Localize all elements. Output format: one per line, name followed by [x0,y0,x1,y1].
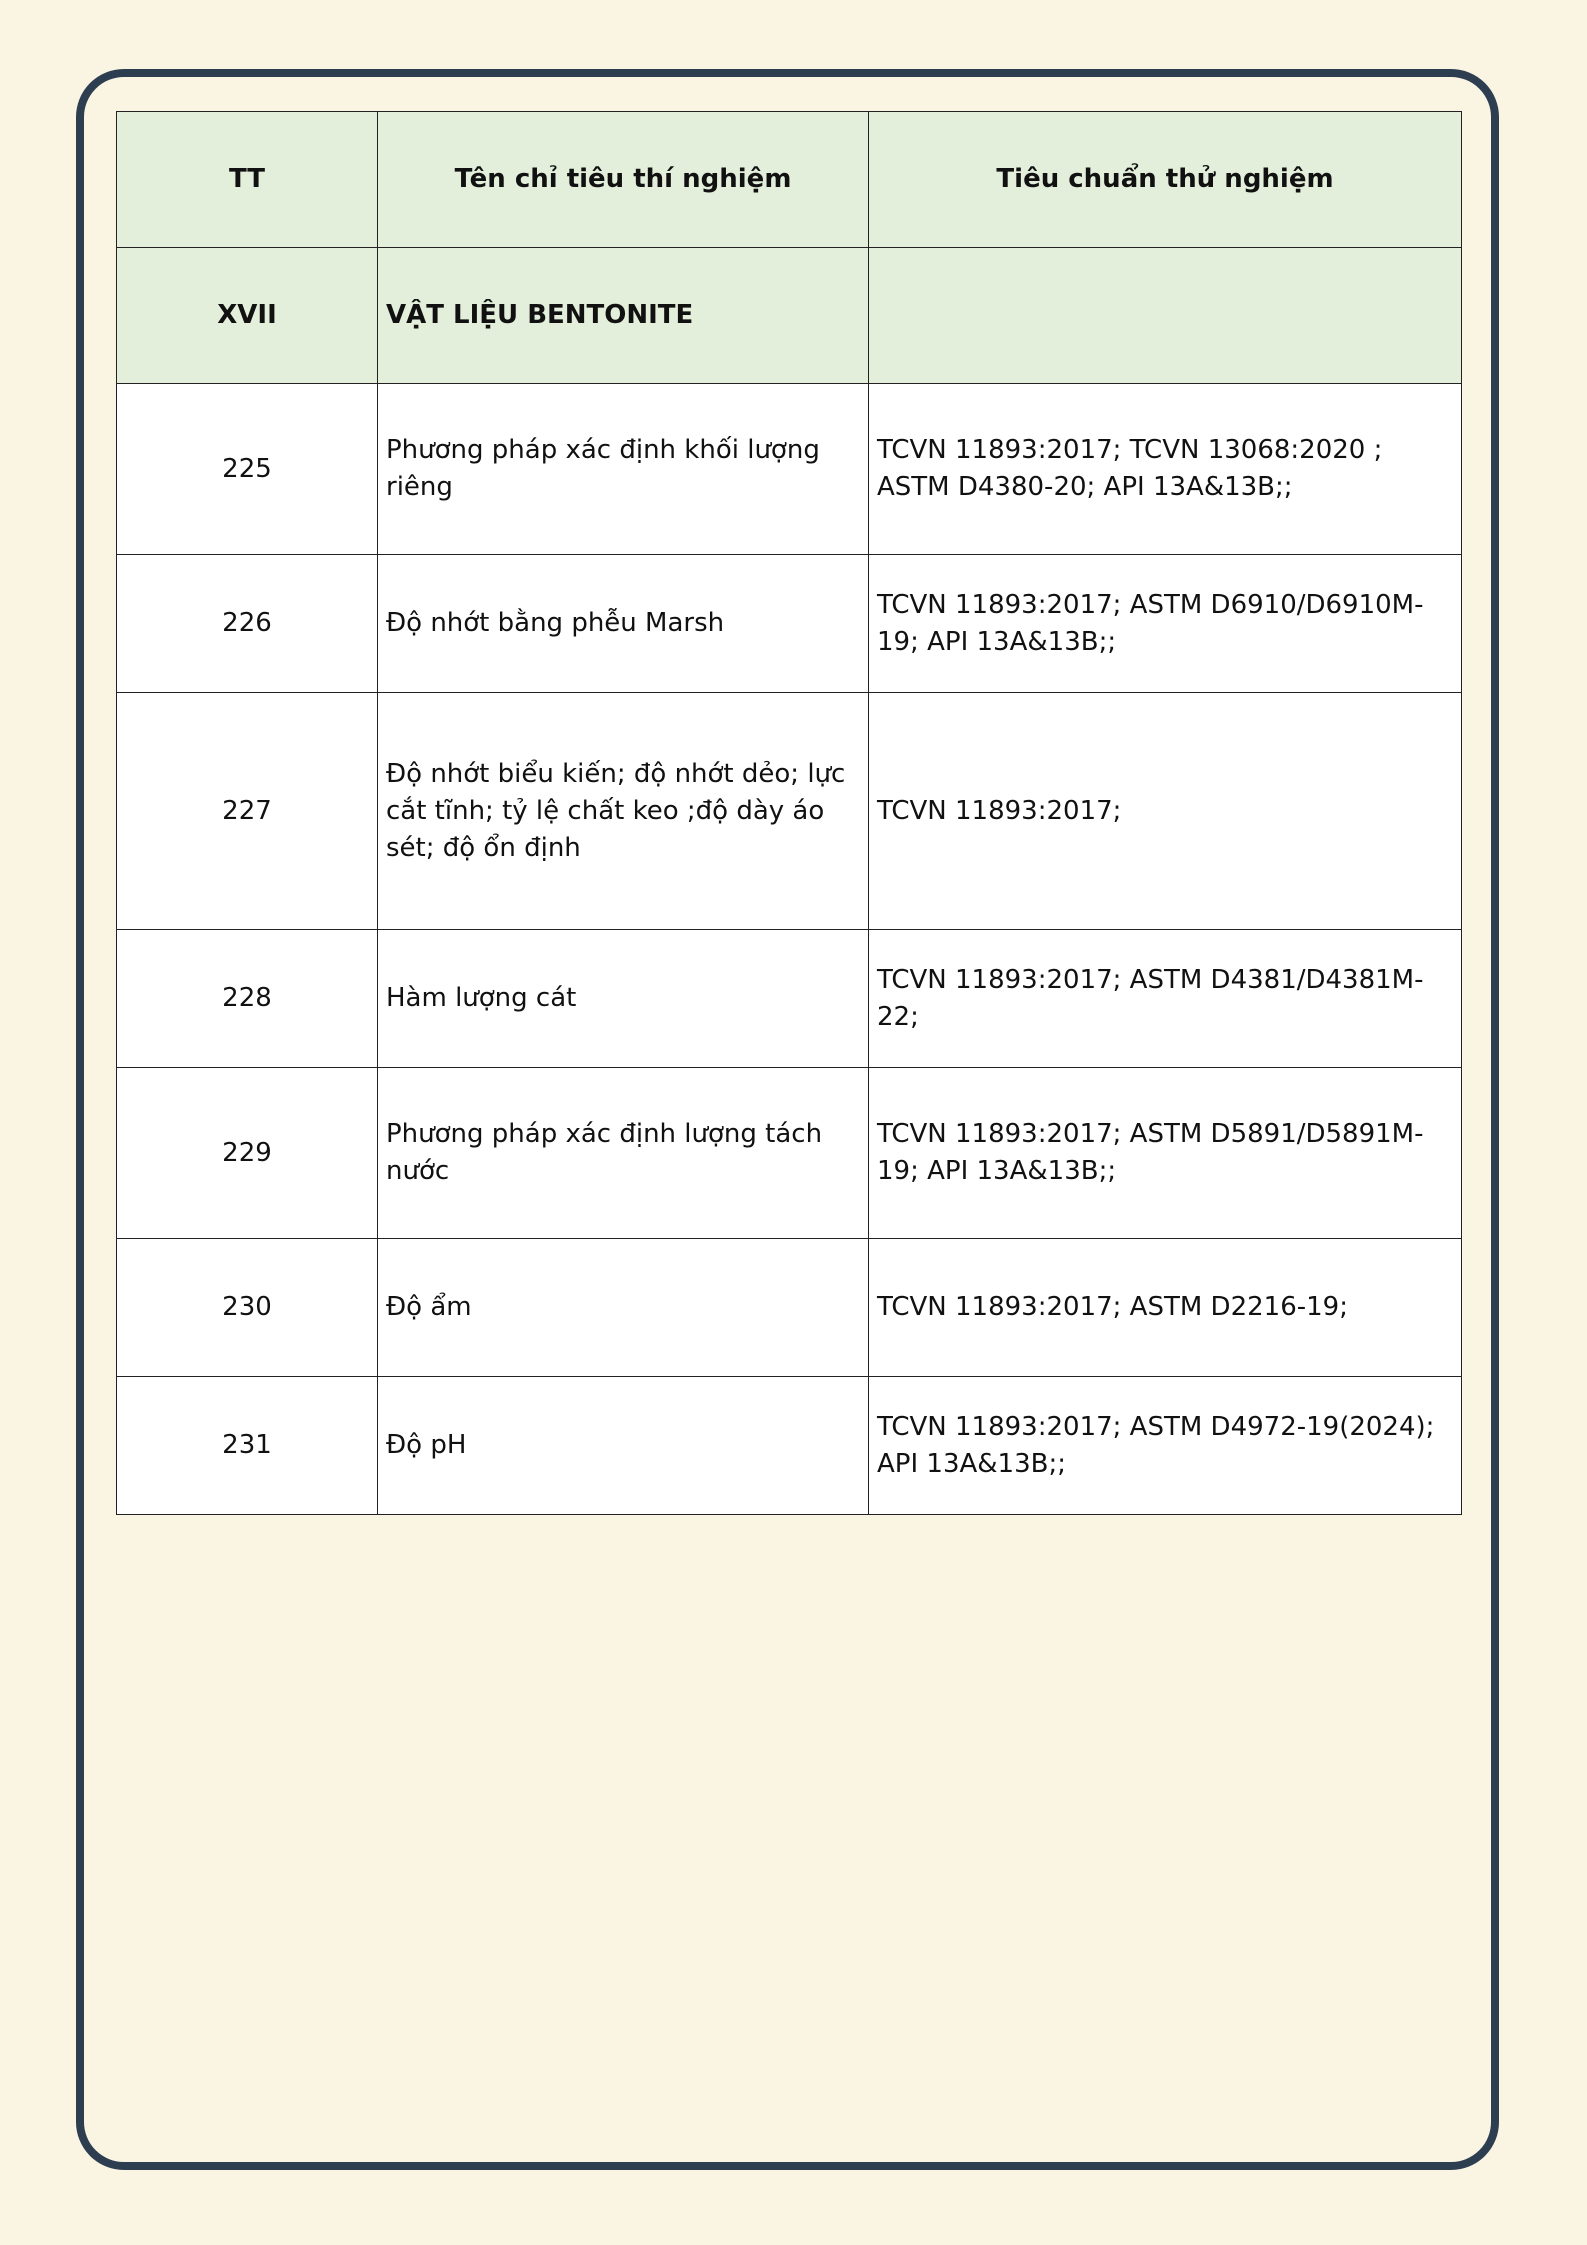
table-header-row [117,112,1462,248]
header-test-name: Tên chỉ tiêu thí nghiệm [378,112,869,248]
table-row [117,693,1462,930]
row-tt: 225 [117,384,378,555]
header-tt: TT [117,112,378,248]
row-test-standard: TCVN 11893:2017; [869,693,1462,930]
row-tt: 230 [117,1239,378,1377]
table-row [117,1068,1462,1239]
test-standards-table [116,111,1462,1515]
row-test-standard: TCVN 11893:2017; ASTM D5891/D5891M-19; API 13A&13B;; [869,1068,1462,1239]
row-test-name: Phương pháp xác định lượng tách nước [378,1068,869,1239]
row-test-standard: TCVN 11893:2017; ASTM D2216-19; [869,1239,1462,1377]
row-test-standard: TCVN 11893:2017; ASTM D4381/D4381M-22; [869,930,1462,1068]
row-test-standard: TCVN 11893:2017; TCVN 13068:2020 ; ASTM D4380-20; API 13A&13B;; [869,384,1462,555]
section-standard [869,248,1462,384]
header-test-standard: Tiêu chuẩn thử nghiệm [869,112,1462,248]
table-row [117,384,1462,555]
table-row [117,1239,1462,1377]
row-tt: 228 [117,930,378,1068]
table-row [117,930,1462,1068]
row-test-name: Độ nhớt biểu kiến; độ nhớt dẻo; lực cắt tĩnh; tỷ lệ chất keo ;độ dày áo sét; độ ổn định [378,693,869,930]
row-test-name: Độ nhớt bằng phễu Marsh [378,555,869,693]
row-tt: 227 [117,693,378,930]
row-test-standard: TCVN 11893:2017; ASTM D4972-19(2024); API 13A&13B;; [869,1377,1462,1515]
row-test-standard: TCVN 11893:2017; ASTM D6910/D6910M-19; API 13A&13B;; [869,555,1462,693]
section-row [117,248,1462,384]
row-test-name: Phương pháp xác định khối lượng riêng [378,384,869,555]
table-row [117,555,1462,693]
row-tt: 229 [117,1068,378,1239]
section-title: VẬT LIỆU BENTONITE [378,248,869,384]
row-test-name: Độ ẩm [378,1239,869,1377]
row-tt: 231 [117,1377,378,1515]
row-tt: 226 [117,555,378,693]
table-row [117,1377,1462,1515]
section-number: XVII [117,248,378,384]
row-test-name: Hàm lượng cát [378,930,869,1068]
row-test-name: Độ pH [378,1377,869,1515]
